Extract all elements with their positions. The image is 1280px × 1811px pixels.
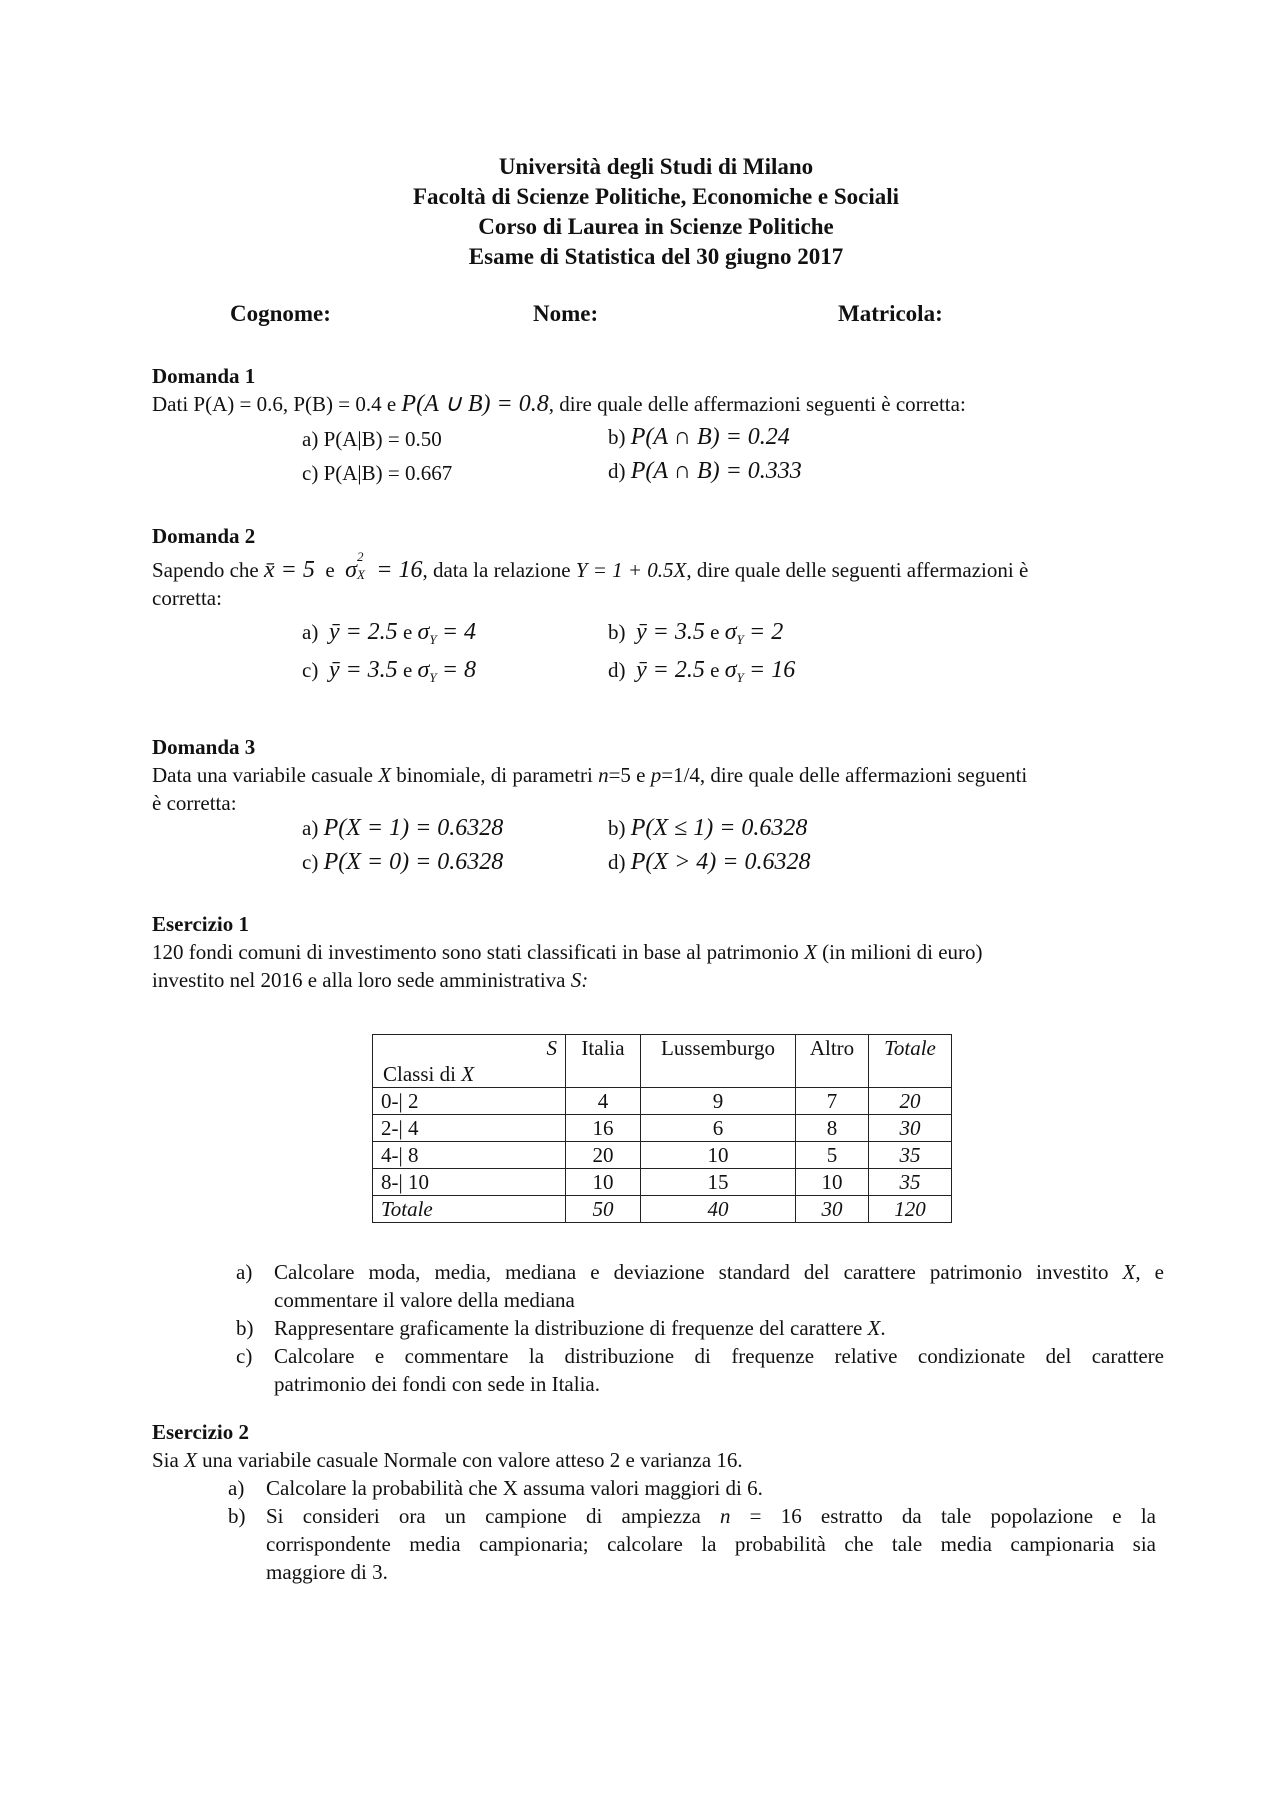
- table-row: 4-| 8 20 10 5 35: [373, 1142, 952, 1169]
- table-header-row: [373, 1035, 952, 1088]
- q2-option-c: c) ȳ = 3.5 e $\sigma_Y = 8$: [302, 657, 477, 686]
- q1-option-a: a) P(A|B) = 0.50: [302, 427, 442, 451]
- q1-option-d: d) P(A ∩ B) = 0.333: [608, 458, 802, 484]
- col-header-italia: Italia: [566, 1035, 641, 1088]
- exercise-2-text: Sia X una variabile casuale Normale con valore atteso 2 e varianza 16.: [152, 1448, 743, 1472]
- ex1-item-c: c) Calcolare e commentare la distribuzione di frequenze relative condizionate del carattere patrimonio dei fondi con sede in Italia.: [236, 1344, 1164, 1396]
- ex1-item-a: a) Calcolare moda, media, mediana e deviazione standard del carattere patrimonio investito X, e commentare il valore della mediana: [236, 1260, 1164, 1312]
- question-3-text: Data una variabile casuale X binomiale, di parametri n=5 e p=1/4, dire quale delle affermazioni seguenti: [152, 763, 1028, 787]
- table-row: 8-| 10 10 15 10 35: [373, 1169, 952, 1196]
- frequency-table: [372, 1034, 952, 1223]
- course-name: Corso di Laurea in Scienze Politiche: [478, 214, 834, 239]
- ex1-item-b: b) Rappresentare graficamente la distribuzione di frequenze del carattere X.: [236, 1316, 886, 1340]
- university-name: Università degli Studi di Milano: [498, 154, 814, 179]
- name-label: Nome:: [533, 301, 599, 326]
- question-3-title: Domanda 3: [152, 735, 256, 759]
- table-row: 2-| 4 16 6 8 30: [373, 1115, 952, 1142]
- col-header-totale: Totale: [869, 1035, 952, 1088]
- question-1-title: Domanda 1: [152, 364, 256, 388]
- exercise-2: [152, 1418, 1160, 1474]
- ex2-item-a: a) Calcolare la probabilità che X assuma valori maggiori di 6.: [228, 1476, 763, 1500]
- q3-option-c: c) P(X = 0) = 0.6328: [302, 849, 504, 875]
- q3-option-a: a) P(X = 1) = 0.6328: [302, 815, 504, 841]
- q2-option-a: a) ȳ = 2.5 e $\sigma_Y = 4$: [302, 619, 477, 648]
- question-3: Domanda 3 Data una variabile casuale X binomiale, di parametri n=5 e p=1/4, dire quale delle affermazioni seguenti è corretta:: [152, 733, 1160, 817]
- exercise-1-title: Esercizio 1: [152, 912, 250, 936]
- union-formula: P(A ∪ B) = 0.8: [401, 391, 549, 417]
- question-2: Domanda 2 Sapendo che x̄ = 5 e σ 2 X = 16, data la relazione Y = 1 + 0.5X, dire quale delle seguenti affermazioni è corretta:: [152, 522, 1160, 612]
- question-1-text: Dati P(A) = 0.6, P(B) = 0.4 e P(A ∪ B) = 0.8, dire quale delle affermazioni seguenti è corretta:: [152, 391, 966, 417]
- table-row: 0-| 2 4 9 7 20: [373, 1088, 952, 1115]
- exercise-2-title: Esercizio 2: [152, 1420, 250, 1444]
- q3-option-d: d) P(X > 4) = 0.6328: [608, 849, 811, 875]
- question-1: [152, 362, 1160, 418]
- q3-option-b: b) P(X ≤ 1) = 0.6328: [608, 815, 808, 841]
- id-label: Matricola:: [838, 301, 943, 326]
- question-2-title: Domanda 2: [152, 524, 256, 548]
- q2-option-b: b) ȳ = 3.5 e $\sigma_Y = 2$: [608, 619, 784, 648]
- table-corner: S Classi di X: [373, 1035, 566, 1088]
- faculty-name: Facoltà di Scienze Politiche, Economiche e Sociali: [412, 184, 900, 209]
- ex2-item-b: b) Si consideri ora un campione di ampiezza n = 16 estratto da tale popolazione e la corrispondente media campionaria; calcolare la probabilità che tale media campionaria sia maggiore di 3.: [228, 1504, 1156, 1584]
- exercise-1: Esercizio 1 120 fondi comuni di investimento sono stati classificati in base al patrimonio X (in milioni di euro) investito nel 2016 e alla loro sede amministrativa S:: [152, 910, 1160, 994]
- q2-option-d: d) ȳ = 2.5 e $\sigma_Y = 16$: [608, 657, 796, 686]
- q1-option-b: b) P(A ∩ B) = 0.24: [608, 424, 790, 450]
- surname-label: Cognome:: [230, 301, 331, 326]
- col-header-altro: Altro: [796, 1035, 869, 1088]
- question-2-text: Sapendo che x̄ = 5 e σ 2 X = 16, data la relazione Y = 1 + 0.5X, dire quale delle seguenti affermazioni è: [152, 549, 1029, 583]
- table-total-row: Totale 50 40 30 120: [373, 1196, 952, 1223]
- exam-title: Esame di Statistica del 30 giugno 2017: [468, 244, 844, 269]
- exam-header: [0, 152, 1280, 272]
- col-header-lussemburgo: Lussemburgo: [641, 1035, 796, 1088]
- exercise-1-text: 120 fondi comuni di investimento sono stati classificati in base al patrimonio X (in milioni di euro): [152, 940, 983, 964]
- q1-option-c: c) P(A|B) = 0.667: [302, 461, 453, 485]
